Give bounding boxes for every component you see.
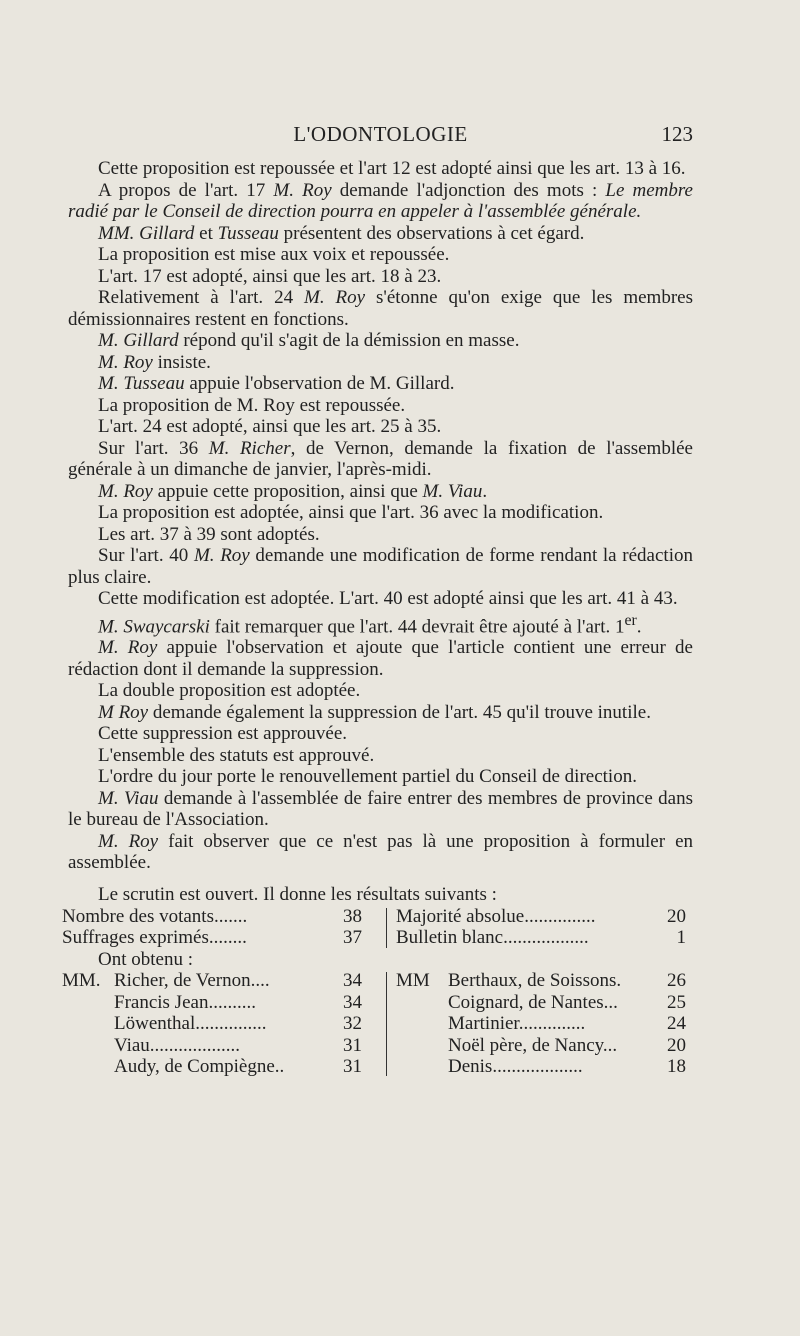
- row-label: Noël père, de Nancy...: [448, 1034, 618, 1056]
- stats-table: [62, 905, 693, 949]
- obtained-label: Ont obtenu :: [98, 948, 193, 970]
- paragraph: L'art. 24 est adopté, ainsi que les art. 25 à 35.: [98, 416, 442, 437]
- name-prefix: [396, 1013, 448, 1035]
- paragraph: Cette suppression est approuvée.: [98, 723, 348, 745]
- row-label: Richer, de Vernon....: [114, 970, 270, 991]
- paragraph: Sur l'art. 40 M. Roy demande une modification de forme rendant la rédaction plus claire.: [68, 545, 693, 588]
- paragraph: M. Swaycarski fait remarquer que l'art. 44 devrait être ajouté à l'art. 1er.: [98, 611, 642, 637]
- stats-row: [62, 905, 693, 928]
- candidate-row: [62, 970, 693, 992]
- paragraph: MM. Gillard et Tusseau présentent des observations à cet égard.: [98, 222, 585, 244]
- paragraph: M. Roy fait observer que ce n'est pas là une proposition à formuler en assemblée.: [68, 830, 693, 874]
- row-value: 25: [667, 991, 686, 1013]
- name-prefix: [62, 1056, 114, 1078]
- row-label: Berthaux, de Soissons.: [448, 970, 622, 991]
- row-label: Viau...................: [114, 1034, 241, 1056]
- paragraph: M Roy demande également la suppression de l'art. 45 qu'il trouve inutile.: [98, 701, 651, 723]
- row-value: 20: [667, 905, 686, 927]
- row-value: 18: [667, 1056, 686, 1077]
- paragraph: M. Roy appuie cette proposition, ainsi que M. Viau.: [98, 480, 488, 502]
- name-prefix: [62, 992, 114, 1014]
- candidates-table: [62, 970, 693, 1078]
- name-prefix: [396, 1035, 448, 1057]
- results-intro: Le scrutin est ouvert. Il donne les résultats suivants :: [98, 884, 497, 905]
- candidate-row: [68, 992, 693, 1014]
- paragraph: Cette proposition est repoussée et l'art 12 est adopté ainsi que les art. 13 à 16.: [98, 158, 686, 179]
- paragraph: Relativement à l'art. 24 M. Roy s'étonne qu'on exige que les membres démissionnaires restent en fonctions.: [68, 287, 693, 330]
- paragraph: La proposition est mise aux voix et repoussée.: [98, 244, 450, 265]
- paragraph: L'ensemble des statuts est approuvé.: [98, 744, 375, 766]
- candidate-row: [68, 1056, 693, 1078]
- stats-row: [62, 927, 693, 949]
- row-label: Martinier..............: [448, 1013, 586, 1034]
- body-text: [68, 158, 693, 874]
- column-divider: [386, 908, 387, 948]
- name-prefix: [62, 1013, 114, 1035]
- candidate-row: [68, 1035, 693, 1057]
- row-label: Francis Jean..........: [114, 991, 256, 1013]
- name-prefix: MM.: [62, 970, 101, 991]
- row-value: 20: [667, 1034, 686, 1056]
- running-header: [68, 122, 693, 150]
- paragraph: M. Tusseau appuie l'observation de M. Gillard.: [98, 373, 455, 394]
- row-value: 32: [343, 1013, 362, 1034]
- paragraph: M. Roy insiste.: [98, 351, 211, 373]
- row-value: 24: [667, 1013, 686, 1034]
- vote-results: [62, 884, 693, 1078]
- name-prefix: [62, 1035, 114, 1057]
- paragraph: La double proposition est adoptée.: [98, 680, 361, 702]
- column-divider: [386, 972, 387, 1076]
- paragraph: L'ordre du jour porte le renouvellement partiel du Conseil de direction.: [98, 766, 637, 788]
- paragraph: Les art. 37 à 39 sont adoptés.: [98, 523, 320, 545]
- paragraph: La proposition est adoptée, ainsi que l'art. 36 avec la modification.: [98, 502, 604, 523]
- paragraph: A propos de l'art. 17 M. Roy demande l'adjonction des mots : Le membre radié par le Conseil de direction pourra en appeler à l'assemblée générale.: [68, 179, 693, 222]
- row-label: Coignard, de Nantes...: [448, 991, 618, 1013]
- name-prefix: [396, 1056, 448, 1078]
- row-label: Suffrages exprimés........: [62, 927, 247, 948]
- row-value: 31: [343, 1034, 362, 1056]
- page-number: 123: [661, 122, 693, 146]
- row-label: Majorité absolue...............: [396, 905, 596, 927]
- row-value: 31: [343, 1056, 362, 1077]
- row-value: 38: [343, 905, 362, 927]
- row-value: 34: [343, 991, 362, 1013]
- paragraph: L'art. 17 est adopté, ainsi que les art. 18 à 23.: [98, 265, 442, 287]
- paragraph: M. Viau demande à l'assemblée de faire entrer des membres de province dans le bureau de l'Association.: [68, 787, 693, 831]
- paragraph: Sur l'art. 36 M. Richer, de Vernon, demande la fixation de l'assemblée générale à un dimanche de janvier, l'après-midi.: [68, 437, 693, 480]
- row-label: Bulletin blanc..................: [396, 927, 589, 948]
- name-prefix: MM: [396, 970, 430, 991]
- row-label: Nombre des votants.......: [62, 905, 248, 927]
- paragraph: M. Roy appuie l'observation et ajoute que l'article contient une erreur de rédaction dont il demande la suppression.: [68, 637, 693, 680]
- journal-title: L'ODONTOLOGIE: [293, 122, 468, 146]
- paragraph: Cette modification est adoptée. L'art. 40 est adopté ainsi que les art. 41 à 43.: [98, 588, 678, 609]
- row-label: Denis...................: [448, 1056, 583, 1077]
- row-label: Audy, de Compiègne..: [114, 1056, 285, 1077]
- candidate-row: [68, 1013, 693, 1035]
- paragraph: M. Gillard répond qu'il s'agit de la démission en masse.: [98, 330, 520, 351]
- row-value: 34: [343, 970, 362, 991]
- row-label: Löwenthal...............: [114, 1013, 267, 1034]
- row-value: 1: [676, 927, 686, 948]
- name-prefix: [396, 992, 448, 1014]
- paragraph: La proposition de M. Roy est repoussée.: [98, 394, 406, 416]
- row-value: 37: [343, 927, 362, 948]
- row-value: 26: [667, 970, 686, 991]
